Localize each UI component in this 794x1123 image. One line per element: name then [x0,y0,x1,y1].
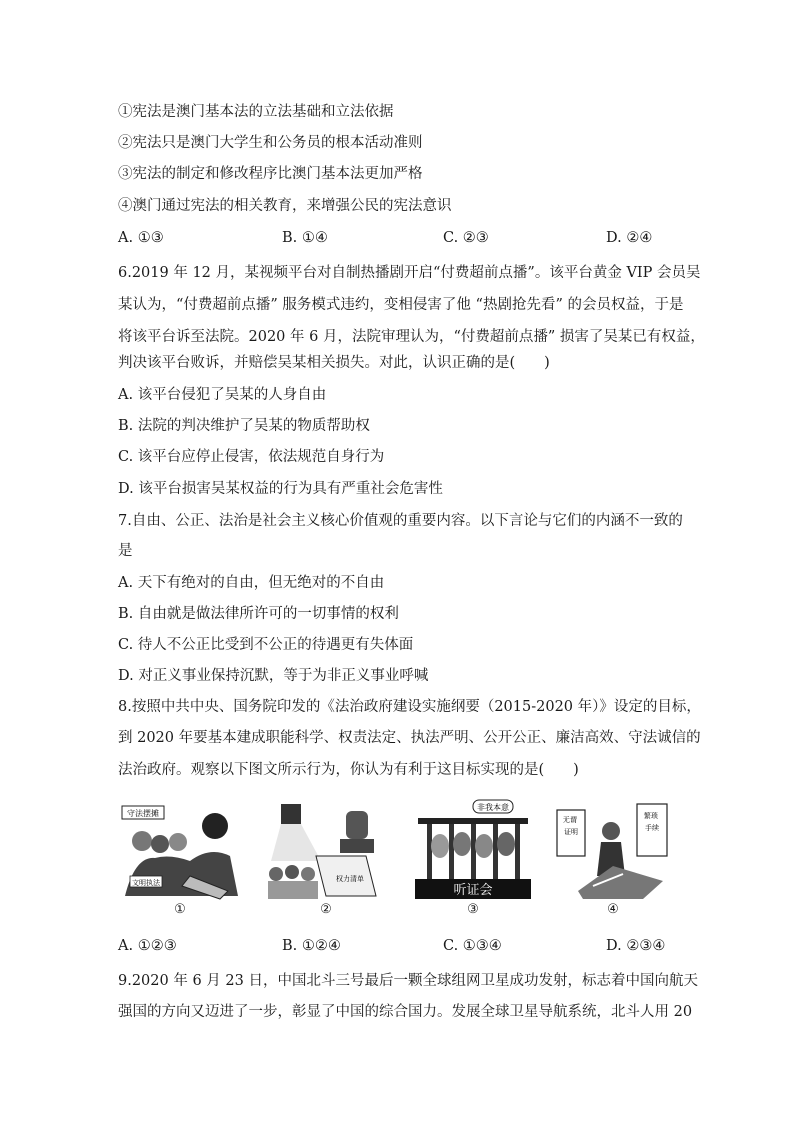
q6-line-3: 将该平台诉至法院。2020 年 6 月，法院审理认为，“付费超前点播” 损害了吴某已有权益， [118,329,705,345]
q7-option-d: D. 对正义事业保持沉默，等于为非正义事业呼喊 [118,668,429,684]
cartoon-1-caption: ① [174,902,186,917]
cartoon-1 [120,796,240,921]
statement-1: ①宪法是澳门基本法的立法基础和立法依据 [118,104,394,120]
q7-line-1: 7.自由、公正、法治是社会主义核心价值观的重要内容。以下言论与它们的内涵不一致的 [118,513,683,529]
cartoon-3-caption: ③ [467,902,479,917]
q8-cartoons [118,796,678,921]
statement-3: ③宪法的制定和修改程序比澳门基本法更加严格 [118,166,423,182]
cartoon-3-sign-1: 非我本意 [477,803,509,812]
q5-option-c: C. ②③ [443,230,489,246]
q8-line-1: 8.按照中共中央、国务院印发的《法治政府建设实施纲要（2015-2020 年）》设定的目标， [118,699,701,715]
cartoon-4-drawing [553,796,673,901]
q8-line-3: 法治政府。观察以下图文所示行为，你认为有利于这目标实现的是( ) [118,762,579,778]
q5-options [118,230,678,250]
cartoon-4 [553,796,673,921]
cartoon-3-drawing [413,796,533,901]
q8-option-a: A. ①②③ [118,938,177,954]
cartoon-4-sign-2: 无谓 证明 [562,816,578,836]
cartoon-1-drawing [120,796,240,901]
q6-line-1: 6.2019 年 12 月，某视频平台对自制热播剧开启“付费超前点播”。该平台黄金 VIP 会员吴 [118,265,701,281]
cartoon-2-caption: ② [320,902,332,917]
q6-line-4: 判决该平台败诉，并赔偿吴某相关损失。对此，认识正确的是( ) [118,355,550,371]
q8-option-c: C. ①③④ [443,938,502,954]
q6-option-a: A. 该平台侵犯了吴某的人身自由 [118,387,327,403]
q7-line-2: 是 [118,543,133,559]
q8-options [118,938,678,958]
cartoon-4-sign-1: 繁琐 手续 [643,812,659,832]
cartoon-3 [413,796,533,921]
q7-option-b: B. 自由就是做法律所许可的一切事情的权利 [118,606,399,622]
q5-option-a: A. ①③ [118,230,164,246]
q6-option-d: D. 该平台损害吴某权益的行为具有严重社会危害性 [118,481,443,497]
cartoon-4-caption: ④ [607,902,619,917]
statement-2: ②宪法只是澳门大学生和公务员的根本活动准则 [118,135,423,151]
q5-option-d: D. ②④ [606,230,653,246]
cartoon-2-sign: 权力清单 [336,875,364,883]
cartoon-2-drawing [266,796,386,901]
statement-4: ④澳门通过宪法的相关教育，来增强公民的宪法意识 [118,198,452,214]
q8-line-2: 到 2020 年要基本建成职能科学、权责法定、执法严明、公开公正、廉洁高效、守法诚信的 [118,730,701,746]
q6-option-b: B. 法院的判决维护了吴某的物质帮助权 [118,418,370,434]
q7-option-c: C. 待人不公正比受到不公正的待遇更有失体面 [118,637,414,653]
cartoon-1-sign-2: 文明执法 [132,879,160,887]
q6-option-c: C. 该平台应停止侵害，依法规范自身行为 [118,449,385,465]
q9-line-1: 9.2020 年 6 月 23 日，中国北斗三号最后一颗全球组网卫星成功发射，标志着中国向航天 [118,973,698,989]
cartoon-2 [266,796,386,921]
q5-option-b: B. ①④ [282,230,328,246]
q8-option-d: D. ②③④ [606,938,666,954]
q9-line-2: 强国的方向又迈进了一步，彰显了中国的综合国力。发展全球卫星导航系统，北斗人用 20 [118,1004,693,1020]
cartoon-1-sign-1: 守法摆摊 [127,809,159,818]
q6-line-2: 某认为，“付费超前点播” 服务模式违约，变相侵害了他 “热剧抢先看” 的会员权益，于是 [118,297,684,313]
q7-option-a: A. 天下有绝对的自由，但无绝对的不自由 [118,575,385,591]
cartoon-3-sign-2: 听证会 [453,883,493,898]
q8-option-b: B. ①②④ [282,938,341,954]
